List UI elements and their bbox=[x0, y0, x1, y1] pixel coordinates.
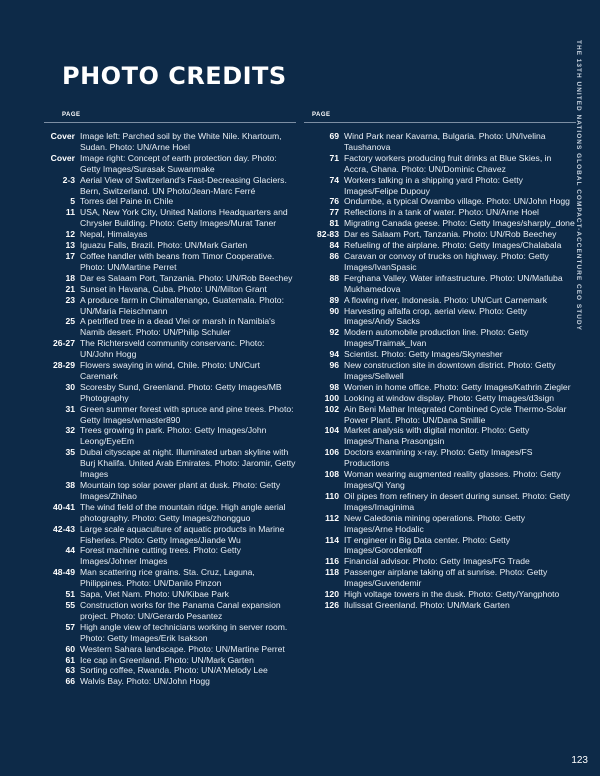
credit-text: Scientist. Photo: Getty Images/Skynesher bbox=[344, 349, 503, 360]
credit-page-number: 60 bbox=[65, 643, 75, 654]
credit-entry bbox=[304, 535, 576, 557]
credit-entry bbox=[304, 273, 576, 295]
credit-entry bbox=[44, 153, 296, 175]
credit-text: Flowers swaying in wind, Chile. Photo: UN/Curt Caremark bbox=[80, 360, 261, 381]
credit-entry bbox=[44, 207, 296, 229]
credit-text: Ain Beni Mathar Integrated Combined Cycle Thermo-Solar Power Plant. Photo: UN/Dana Smillie bbox=[344, 403, 567, 425]
credit-text: Forest machine cutting trees. Photo: Getty Images/Johner Images bbox=[80, 545, 241, 567]
page-number: 123 bbox=[571, 755, 588, 766]
credit-page-number: 35 bbox=[65, 447, 75, 458]
credit-page-number: 100 bbox=[324, 392, 339, 403]
credit-page-number: 71 bbox=[329, 152, 339, 163]
credit-entry bbox=[304, 218, 576, 229]
credit-text: Sorting coffee, Rwanda. Photo: UN/A'Melody Lee bbox=[80, 665, 268, 676]
credit-entry bbox=[304, 589, 576, 600]
credit-page-number: 94 bbox=[329, 349, 339, 360]
credit-page-number: 32 bbox=[65, 425, 75, 436]
credit-entry bbox=[304, 251, 576, 273]
credit-text: Sunset in Havana, Cuba. Photo: UN/Milton Grant bbox=[80, 283, 267, 294]
column-header-page: PAGE bbox=[304, 112, 576, 123]
credit-text: Walvis Bay. Photo: UN/John Hogg bbox=[80, 676, 210, 687]
credit-text: Western Sahara landscape. Photo: UN/Martine Perret bbox=[80, 643, 285, 654]
credit-page-number: 40-41 bbox=[53, 501, 75, 512]
credit-entry bbox=[44, 425, 296, 447]
credit-entry bbox=[44, 600, 296, 622]
credit-text: Modern automobile production line. Photo: Getty Images/Traimak_Ivan bbox=[344, 327, 529, 349]
credit-page-number: Cover bbox=[50, 152, 75, 163]
credit-text: Financial advisor. Photo: Getty Images/FG Trade bbox=[344, 556, 530, 567]
credit-page-number: 96 bbox=[329, 360, 339, 371]
credit-page-number: 26-27 bbox=[53, 338, 75, 349]
credit-page-number: 18 bbox=[65, 272, 75, 283]
credit-text: Scoresby Sund, Greenland. Photo: Getty Images/MB Photography bbox=[80, 381, 282, 403]
credit-entry bbox=[304, 393, 576, 404]
credit-text: High angle view of technicians working in server room. Photo: Getty Images/Erik Isakson bbox=[80, 621, 288, 643]
credit-page-number: 30 bbox=[65, 381, 75, 392]
credit-text: Harvesting alfalfa crop, aerial view. Photo: Getty Images/Andy Sacks bbox=[344, 305, 527, 327]
credit-text: New Caledonia mining operations. Photo: Getty Images/Arne Hodalic bbox=[344, 512, 526, 534]
credit-entry bbox=[44, 676, 296, 687]
credit-entry bbox=[304, 600, 576, 611]
credit-page-number: 57 bbox=[65, 621, 75, 632]
credit-entry bbox=[44, 382, 296, 404]
credit-entry bbox=[44, 404, 296, 426]
credit-text: Market analysis with digital monitor. Photo: Getty Images/Thana Prasongsin bbox=[344, 425, 530, 447]
credit-text: IT engineer in Big Data center. Photo: Getty Images/Gorodenkoff bbox=[344, 534, 511, 556]
credit-entry bbox=[304, 491, 576, 513]
credit-entry bbox=[44, 545, 296, 567]
credit-entry bbox=[44, 567, 296, 589]
credit-text: A produce farm in Chimaltenango, Guatemala. Photo: UN/Maria Fleischmann bbox=[80, 294, 284, 316]
credit-page-number: 84 bbox=[329, 240, 339, 251]
credit-page-number: 38 bbox=[65, 480, 75, 490]
credit-entry bbox=[304, 349, 576, 360]
credits-column-left bbox=[44, 112, 296, 687]
credit-entry bbox=[44, 295, 296, 317]
credit-text: Ice cap in Greenland. Photo: UN/Mark Garten bbox=[80, 654, 254, 665]
credit-text: Women in home office. Photo: Getty Images/Kathrin Ziegler bbox=[344, 381, 571, 392]
credit-page-number: 112 bbox=[325, 512, 339, 523]
credit-entry bbox=[44, 502, 296, 524]
credit-page-number: 114 bbox=[325, 534, 339, 545]
credit-page-number: 31 bbox=[65, 403, 75, 414]
credit-entry bbox=[44, 240, 296, 251]
credit-entry bbox=[44, 284, 296, 295]
credit-text: Iguazu Falls, Brazil. Photo: UN/Mark Garten bbox=[80, 240, 248, 251]
credit-page-number: 25 bbox=[65, 316, 75, 327]
credit-text: Coffee handler with beans from Timor Cooperative. Photo: UN/Martine Perret bbox=[80, 250, 275, 272]
credit-page-number: 126 bbox=[324, 599, 339, 610]
credit-page-number: 66 bbox=[65, 676, 75, 687]
credit-page-number: 2-3 bbox=[62, 174, 75, 185]
credit-text: Construction works for the Panama Canal expansion project. Photo: UN/Gerardo Pesantez bbox=[80, 599, 281, 621]
credit-page-number: 104 bbox=[324, 425, 339, 436]
credit-text: Ondumbe, a typical Owambo village. Photo: UN/John Hogg bbox=[344, 196, 570, 207]
credit-page-number: 88 bbox=[329, 272, 339, 283]
credit-text: Mountain top solar power plant at dusk. Photo: Getty Images/Zhihao bbox=[80, 480, 281, 501]
credit-page-number: 89 bbox=[329, 294, 339, 305]
credit-entry bbox=[304, 567, 576, 589]
credit-entry bbox=[44, 273, 296, 284]
credit-entry bbox=[304, 556, 576, 567]
credit-page-number: 48-49 bbox=[53, 567, 75, 578]
credit-text: The wind field of the mountain ridge. High angle aerial photography. Photo: Getty Images/zhongguo bbox=[80, 501, 286, 523]
credit-text: Passenger airplane taking off at sunrise. Photo: Getty Images/Guvendemir bbox=[344, 567, 548, 589]
credit-text: Ilulissat Greenland. Photo: UN/Mark Garten bbox=[344, 599, 510, 610]
credit-text: Nepal, Himalayas bbox=[80, 229, 148, 240]
credit-entry bbox=[44, 524, 296, 546]
credit-text: High voltage towers in the dusk. Photo: Getty/Yangphoto bbox=[344, 589, 560, 600]
credit-text: Torres del Paine in Chile bbox=[80, 196, 174, 207]
credit-entry bbox=[304, 447, 576, 469]
credit-text: Dar es Salaam Port, Tanzania. Photo: UN/Rob Beechey bbox=[344, 229, 557, 240]
credit-text: Migrating Canada geese. Photo: Getty Images/sharply_done bbox=[344, 218, 575, 229]
credit-page-number: 110 bbox=[325, 490, 339, 501]
credit-text: Ferghana Valley. Water infrastructure. Photo: UN/Matluba Mukhamedova bbox=[344, 272, 563, 294]
credit-entry bbox=[304, 295, 576, 306]
credit-text: Image left: Parched soil by the White Nile. Khartoum, Sudan. Photo: UN/Arne Hoel bbox=[80, 131, 282, 152]
credit-entry bbox=[44, 480, 296, 502]
credit-page-number: Cover bbox=[50, 131, 75, 141]
credits-column-right bbox=[304, 112, 576, 611]
credit-entry bbox=[44, 229, 296, 240]
credit-page-number: 69 bbox=[329, 131, 339, 141]
credit-text: Trees growing in park. Photo: Getty Images/John Leong/EyeEm bbox=[80, 425, 267, 447]
credit-page-number: 106 bbox=[324, 447, 339, 458]
credit-entry bbox=[44, 338, 296, 360]
credit-entry bbox=[44, 447, 296, 480]
credit-page-number: 13 bbox=[65, 240, 75, 251]
credit-entry bbox=[304, 207, 576, 218]
credit-entry bbox=[304, 153, 576, 175]
credit-page-number: 76 bbox=[329, 196, 339, 207]
credit-page-number: 17 bbox=[65, 250, 75, 261]
credit-text: USA, New York City, United Nations Headquarters and Chrysler Building. Photo: Getty Images/Murat Taner bbox=[80, 207, 288, 229]
credit-page-number: 120 bbox=[324, 589, 339, 600]
credit-page-number: 86 bbox=[329, 250, 339, 261]
credit-entry bbox=[44, 196, 296, 207]
credit-text: Man scattering rice grains. Sta. Cruz, Laguna, Philippines. Photo: UN/Danilo Pinzon bbox=[80, 567, 255, 589]
credit-text: Dubai cityscape at night. Illuminated urban skyline with Burj Khalifa. United Arab Emirates. Photo: Jaromir, Getty Images bbox=[80, 447, 296, 480]
credit-text: Image right: Concept of earth protection day. Photo: Getty Images/Surasak Suwanmake bbox=[80, 152, 277, 174]
credit-entry bbox=[44, 251, 296, 273]
credit-page-number: 23 bbox=[65, 294, 75, 305]
credit-page-number: 98 bbox=[329, 381, 339, 392]
credit-entry bbox=[44, 175, 296, 197]
credit-text: Caravan or convoy of trucks on highway. Photo: Getty Images/IvanSpasic bbox=[344, 250, 549, 272]
credit-text: Large scale aquaculture of aquatic products in Marine Fisheries. Photo: Getty Images/Jiande Wu bbox=[80, 523, 285, 545]
credit-entry bbox=[304, 131, 576, 153]
credit-entry bbox=[44, 131, 296, 153]
credit-entry bbox=[44, 655, 296, 666]
credit-text: Wind Park near Kavarna, Bulgaria. Photo: UN/Ivelina Taushanova bbox=[344, 131, 546, 152]
credit-page-number: 42-43 bbox=[53, 523, 75, 534]
credit-page-number: 28-29 bbox=[53, 360, 75, 371]
credit-entry bbox=[304, 306, 576, 328]
credit-entry bbox=[44, 589, 296, 600]
credit-text: Doctors examining x-ray. Photo: Getty Images/FS Productions bbox=[344, 447, 533, 469]
credit-page-number: 81 bbox=[329, 218, 339, 229]
credit-entry bbox=[304, 469, 576, 491]
credit-page-number: 61 bbox=[65, 654, 75, 665]
credit-text: Green summer forest with spruce and pine trees. Photo: Getty Images/wmaster890 bbox=[80, 403, 294, 425]
credit-entry bbox=[44, 644, 296, 655]
credit-page-number: 11 bbox=[65, 207, 75, 218]
credit-page-number: 116 bbox=[325, 556, 339, 567]
credit-text: Aerial View of Switzerland's Fast-Decreasing Glaciers. Bern, Switzerland. UN Photo/Jean-Marc Ferré bbox=[80, 174, 287, 196]
credit-entry bbox=[304, 360, 576, 382]
credit-entry bbox=[44, 316, 296, 338]
credit-entry bbox=[304, 240, 576, 251]
credit-text: Dar es Salaam Port, Tanzania. Photo: UN/Rob Beechey bbox=[80, 272, 293, 283]
credit-page-number: 51 bbox=[65, 589, 75, 600]
credit-text: Looking at window display. Photo: Getty Images/d3sign bbox=[344, 392, 555, 403]
credit-text: A flowing river, Indonesia. Photo: UN/Curt Carnemark bbox=[344, 294, 547, 305]
credit-page-number: 82-83 bbox=[317, 229, 339, 240]
credit-text: Reflections in a tank of water. Photo: UN/Arne Hoel bbox=[344, 207, 539, 218]
credit-text: Woman wearing augmented reality glasses. Photo: Getty Images/Qi Yang bbox=[344, 469, 561, 490]
credit-entry bbox=[44, 665, 296, 676]
credit-page-number: 5 bbox=[70, 196, 75, 207]
credit-page-number: 92 bbox=[329, 327, 339, 338]
credit-page-number: 77 bbox=[329, 207, 339, 218]
credit-text: Oil pipes from refinery in desert during sunset. Photo: Getty Images/Imaginima bbox=[344, 490, 570, 512]
credit-entry bbox=[304, 513, 576, 535]
column-header-page: PAGE bbox=[44, 112, 296, 123]
credit-entry bbox=[304, 404, 576, 426]
credit-text: A petrified tree in a dead Vlei or marsh in Namibia's Namib desert. Photo: UN/Philip Schuler bbox=[80, 316, 276, 338]
side-report-title: THE 13TH UNITED NATIONS GLOBAL COMPACT-ACCENTURE CEO STUDY bbox=[575, 40, 582, 331]
page-title: PHOTO CREDITS bbox=[62, 62, 287, 90]
credit-text: Workers talking in a shipping yard Photo: Getty Images/Felipe Dupouy bbox=[344, 174, 523, 196]
credit-entry bbox=[304, 229, 576, 240]
credit-page-number: 44 bbox=[65, 545, 75, 556]
credit-entry bbox=[304, 425, 576, 447]
credit-text: The Richtersveld community conservanc. Photo: UN/John Hogg bbox=[80, 338, 265, 360]
credit-page-number: 118 bbox=[325, 567, 339, 578]
credit-entry bbox=[44, 622, 296, 644]
credit-page-number: 108 bbox=[324, 469, 339, 480]
credit-page-number: 63 bbox=[65, 665, 75, 676]
credits-list-right bbox=[304, 131, 576, 611]
credit-page-number: 55 bbox=[65, 599, 75, 610]
credit-entry bbox=[304, 196, 576, 207]
credit-page-number: 21 bbox=[65, 283, 75, 294]
credit-entry bbox=[304, 382, 576, 393]
credit-text: Refueling of the airplane. Photo: Getty Images/Chalabala bbox=[344, 240, 562, 251]
credit-entry bbox=[304, 327, 576, 349]
credit-page-number: 102 bbox=[324, 403, 339, 414]
credit-text: New construction site in downtown district. Photo: Getty Images/Sellwell bbox=[344, 360, 556, 381]
credit-entry bbox=[304, 175, 576, 197]
credit-text: Sapa, Viet Nam. Photo: UN/Kibae Park bbox=[80, 589, 229, 600]
credit-entry bbox=[44, 360, 296, 382]
credit-text: Factory workers producing fruit drinks at Blue Skies, in Accra, Ghana. Photo: UN/Dominic Chavez bbox=[344, 152, 552, 174]
credit-page-number: 74 bbox=[329, 174, 339, 185]
credit-page-number: 12 bbox=[65, 229, 75, 240]
credits-list-left bbox=[44, 131, 296, 687]
credit-page-number: 90 bbox=[329, 305, 339, 316]
